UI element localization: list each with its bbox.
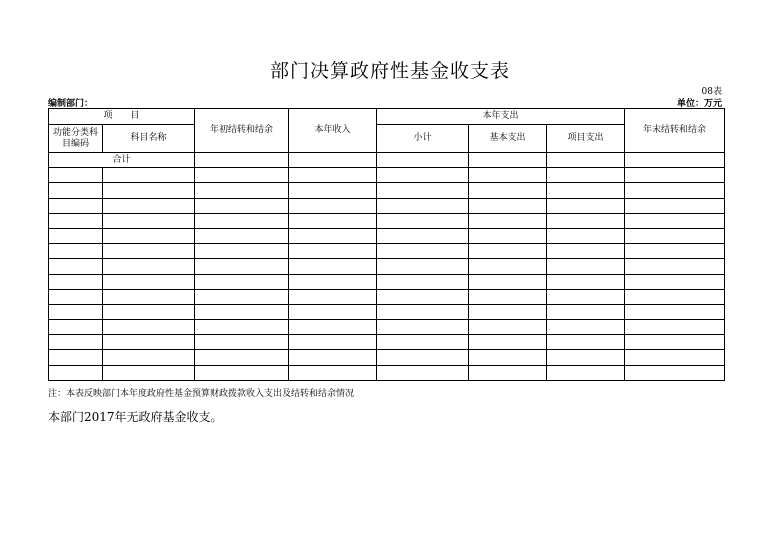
table-cell bbox=[469, 168, 547, 183]
table-cell bbox=[547, 213, 625, 228]
header-subject-name: 科目名称 bbox=[103, 125, 195, 153]
table-cell bbox=[195, 289, 289, 304]
table-cell bbox=[377, 320, 469, 335]
table-cell bbox=[103, 183, 195, 198]
table-cell bbox=[289, 244, 377, 259]
table-cell bbox=[625, 350, 725, 365]
table-cell bbox=[49, 274, 103, 289]
table-cell bbox=[469, 289, 547, 304]
table-row bbox=[49, 335, 725, 350]
table-row bbox=[49, 168, 725, 183]
table-cell bbox=[195, 335, 289, 350]
table-cell bbox=[547, 244, 625, 259]
table-cell bbox=[547, 320, 625, 335]
table-cell bbox=[625, 365, 725, 380]
table-cell bbox=[195, 244, 289, 259]
table-row bbox=[49, 244, 725, 259]
table-cell bbox=[195, 365, 289, 380]
table-cell bbox=[469, 244, 547, 259]
table-cell bbox=[49, 304, 103, 319]
table-cell bbox=[289, 228, 377, 243]
table-cell bbox=[377, 365, 469, 380]
table-cell bbox=[49, 183, 103, 198]
table-cell bbox=[547, 365, 625, 380]
table-cell bbox=[289, 320, 377, 335]
table-row bbox=[49, 183, 725, 198]
header-basic: 基本支出 bbox=[469, 125, 547, 153]
table-row bbox=[49, 228, 725, 243]
header-expense: 本年支出 bbox=[377, 109, 625, 125]
table-cell bbox=[469, 183, 547, 198]
unit-label: 单位：万元 bbox=[676, 99, 722, 109]
table-row bbox=[49, 304, 725, 319]
table-cell bbox=[377, 244, 469, 259]
header-end-balance: 年末结转和结余 bbox=[625, 109, 725, 153]
table-cell bbox=[289, 153, 377, 168]
table-cell bbox=[547, 304, 625, 319]
table-cell bbox=[547, 153, 625, 168]
table-cell bbox=[469, 365, 547, 380]
table-note: 注：本表反映部门本年度政府性基金预算财政拨款收入支出及结转和结余情况 bbox=[48, 389, 355, 399]
table-cell bbox=[377, 335, 469, 350]
table-row bbox=[49, 198, 725, 213]
form-code: 08表 bbox=[701, 87, 722, 97]
table-cell bbox=[195, 153, 289, 168]
remark-text: 本部门2017年无政府基金收支。 bbox=[48, 410, 223, 424]
table-cell bbox=[103, 259, 195, 274]
table-cell bbox=[49, 244, 103, 259]
table-cell bbox=[547, 289, 625, 304]
table-cell bbox=[469, 274, 547, 289]
table-cell bbox=[195, 198, 289, 213]
table-cell bbox=[377, 183, 469, 198]
table-cell bbox=[103, 365, 195, 380]
header-begin-balance: 年初结转和结余 bbox=[195, 109, 289, 153]
total-label: 合计 bbox=[49, 153, 195, 168]
table-cell bbox=[547, 183, 625, 198]
table-row bbox=[49, 289, 725, 304]
table-cell bbox=[195, 213, 289, 228]
table-cell bbox=[377, 213, 469, 228]
table-cell bbox=[377, 228, 469, 243]
table-cell bbox=[289, 304, 377, 319]
dept-label: 编制部门： bbox=[48, 99, 94, 109]
table-cell bbox=[49, 320, 103, 335]
table-cell bbox=[49, 228, 103, 243]
table-cell bbox=[625, 153, 725, 168]
table-cell bbox=[289, 168, 377, 183]
table-cell bbox=[195, 320, 289, 335]
table-cell bbox=[625, 304, 725, 319]
table-cell bbox=[625, 168, 725, 183]
table-cell bbox=[103, 350, 195, 365]
table-cell bbox=[195, 228, 289, 243]
table-row bbox=[49, 320, 725, 335]
table-cell bbox=[195, 350, 289, 365]
table-cell bbox=[49, 335, 103, 350]
table-cell bbox=[469, 259, 547, 274]
table-cell bbox=[195, 183, 289, 198]
table-cell bbox=[195, 274, 289, 289]
table-cell bbox=[289, 198, 377, 213]
header-subtotal: 小计 bbox=[377, 125, 469, 153]
table-cell bbox=[289, 183, 377, 198]
table-cell bbox=[469, 228, 547, 243]
table-cell bbox=[49, 289, 103, 304]
table-cell bbox=[103, 274, 195, 289]
table-cell bbox=[547, 228, 625, 243]
table-cell bbox=[377, 153, 469, 168]
table-cell bbox=[289, 350, 377, 365]
table-cell bbox=[103, 289, 195, 304]
table-cell bbox=[103, 320, 195, 335]
table-cell bbox=[49, 168, 103, 183]
table-cell bbox=[625, 183, 725, 198]
table-row bbox=[49, 365, 725, 380]
table-cell bbox=[547, 198, 625, 213]
table-cell bbox=[547, 259, 625, 274]
table-cell bbox=[625, 289, 725, 304]
table-cell bbox=[49, 365, 103, 380]
table-cell bbox=[469, 213, 547, 228]
table-row bbox=[49, 259, 725, 274]
table-cell bbox=[469, 153, 547, 168]
table-cell bbox=[103, 228, 195, 243]
table-cell bbox=[377, 350, 469, 365]
table-cell bbox=[547, 335, 625, 350]
table-cell bbox=[103, 244, 195, 259]
table-cell bbox=[377, 274, 469, 289]
table-cell bbox=[547, 274, 625, 289]
table-cell bbox=[289, 259, 377, 274]
table-cell bbox=[195, 168, 289, 183]
table-cell bbox=[469, 350, 547, 365]
table-cell bbox=[289, 213, 377, 228]
header-project: 项 目 bbox=[49, 109, 195, 125]
table-cell bbox=[289, 274, 377, 289]
table-row bbox=[49, 274, 725, 289]
table-cell bbox=[103, 198, 195, 213]
table-cell bbox=[625, 198, 725, 213]
table-cell bbox=[625, 259, 725, 274]
header-func-code: 功能分类科目编码 bbox=[49, 125, 103, 153]
table-cell bbox=[289, 365, 377, 380]
total-row bbox=[49, 153, 725, 168]
table-cell bbox=[469, 198, 547, 213]
table-cell bbox=[469, 320, 547, 335]
table-cell bbox=[377, 168, 469, 183]
table-cell bbox=[625, 320, 725, 335]
table-cell bbox=[49, 259, 103, 274]
table-row bbox=[49, 350, 725, 365]
table-cell bbox=[377, 289, 469, 304]
table-row bbox=[49, 213, 725, 228]
header-income: 本年收入 bbox=[289, 109, 377, 153]
table-cell bbox=[547, 168, 625, 183]
table-cell bbox=[49, 198, 103, 213]
table-cell bbox=[103, 335, 195, 350]
table-cell bbox=[377, 259, 469, 274]
table-cell bbox=[469, 335, 547, 350]
table-cell bbox=[625, 213, 725, 228]
table-cell bbox=[625, 244, 725, 259]
table-cell bbox=[103, 168, 195, 183]
table-cell bbox=[377, 304, 469, 319]
table-cell bbox=[625, 335, 725, 350]
table-cell bbox=[195, 259, 289, 274]
table-cell bbox=[377, 198, 469, 213]
table-cell bbox=[625, 228, 725, 243]
table-cell bbox=[103, 304, 195, 319]
table-cell bbox=[547, 350, 625, 365]
table-cell bbox=[195, 304, 289, 319]
table-cell bbox=[49, 213, 103, 228]
table-cell bbox=[625, 274, 725, 289]
table-cell bbox=[103, 213, 195, 228]
table-cell bbox=[289, 289, 377, 304]
header-project-expense: 项目支出 bbox=[547, 125, 625, 153]
table-cell bbox=[469, 304, 547, 319]
page-title: 部门决算政府性基金收支表 bbox=[269, 60, 510, 82]
table-cell bbox=[49, 350, 103, 365]
fund-table bbox=[48, 108, 725, 381]
table-cell bbox=[289, 335, 377, 350]
